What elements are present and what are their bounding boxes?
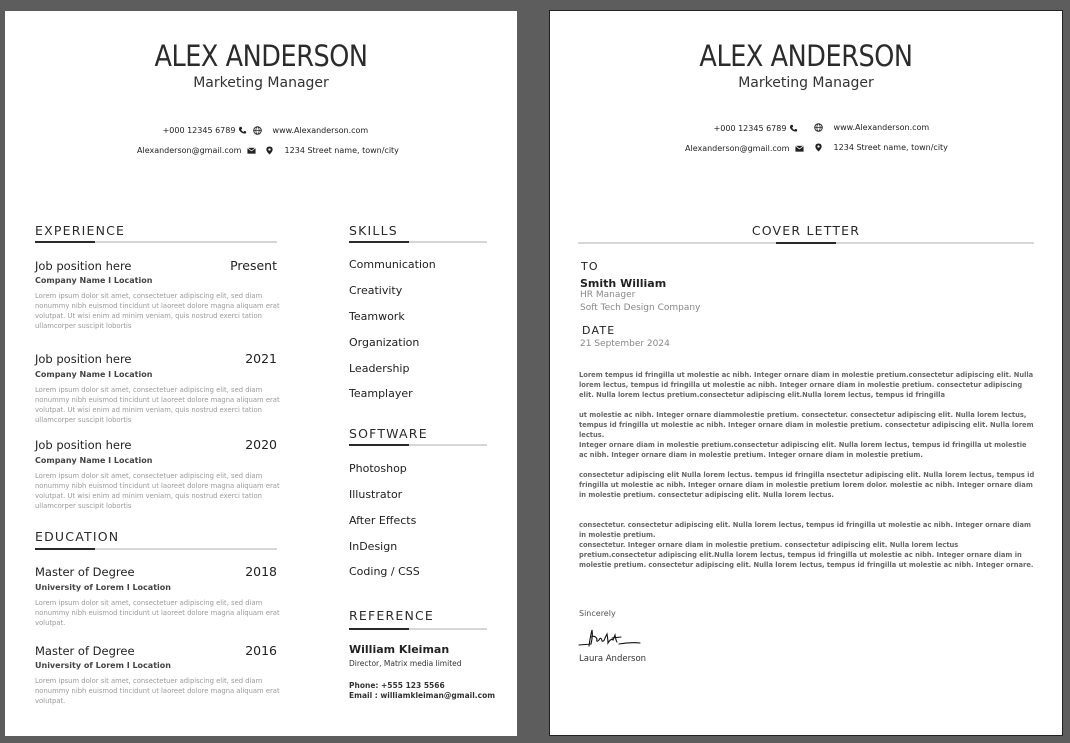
cover-letter-page: [549, 10, 1063, 736]
job-position: Job position here: [35, 259, 132, 273]
education-heading: EDUCATION: [35, 529, 120, 544]
signature-image: [577, 626, 643, 650]
globe-icon: [814, 123, 823, 132]
letter-paragraph: Integer ornare diam in molestie pretium.consectetur adipiscing elit. Nulla lorem lectus, tempus id fringilla ut molestie ac nibh. Integer ornare diam in molestie pretium. Integer ornare diam in molestie pretium.: [579, 441, 1027, 459]
email-contact: [685, 144, 804, 153]
cover-letter-heading: COVER LETTER: [751, 223, 861, 238]
address-contact: [814, 143, 948, 152]
phone-contact: [714, 124, 798, 133]
job-year: 2021: [245, 351, 277, 366]
job-company: Company Name I Location: [35, 370, 153, 379]
skill-item: Creativity: [349, 284, 403, 297]
letter-paragraph: consectetur. consectetur adipiscing elit. Nulla lorem lectus, tempus id fringilla ut molestie ac nibh. Integer ornare diam in molestie pretium.: [579, 521, 1032, 539]
cover-name: ALEX ANDERSON: [699, 39, 913, 73]
job-description: Lorem ipsum dolor sit amet, consectetuer adipiscing elit, sed diam nonummy nibh euismod tincidunt ut laoreet dolore magna aliquam erat volutpat. Ut wisi enim ad minim veniam, quis nostrud exerci tation ullamcorper suscipit lobortis: [35, 386, 280, 424]
letter-paragraph: consectetur. Integer ornare diam in molestie pretium. consectetur adipiscing elit. Nulla lorem lectus pretium.consectetur adipiscing elit.Nulla lorem lectus, tempus id fringilla ut molestie ac nibh. Integer ornare diam in molestie pretium. consectetur adipiscing elit. Nulla lorem lectus, tempus id fringilla ut molestie ac nibh. Integer ornare.: [579, 541, 1034, 569]
address-text: 1234 Street name, town/city: [833, 143, 948, 152]
phone-icon: [789, 124, 798, 133]
phone-contact: [163, 126, 247, 135]
skill-item: Communication: [349, 258, 436, 271]
degree-year: 2018: [245, 564, 277, 579]
degree-school: University of Lorem I Location: [35, 583, 171, 592]
resume-role: Marketing Manager: [193, 75, 329, 91]
to-label: TO: [581, 260, 599, 273]
job-year: 2020: [245, 437, 277, 452]
reference-role: Director, Matrix media limited: [349, 659, 462, 668]
skill-item: Leadership: [349, 362, 410, 375]
date-label: DATE: [582, 324, 616, 337]
job-company: Company Name I Location: [35, 276, 153, 285]
software-item: After Effects: [349, 514, 417, 527]
letter-paragraph: Lorem tempus id fringilla ut molestie ac nibh. Integer ornare diam in molestie pretium.consectetur adipiscing elit. Nulla lorem lectus, tempus id fringilla ut molestie ac nibh. Integer ornare diam in molestie pretium. consectetur adipiscing elit. Nulla lorem lectus pretium.consectetur adipiscing elit.Nulla lorem lectus, tempus id fringilla: [579, 371, 1034, 399]
letter-paragraph: ut molestie ac nibh. Integer ornare diammolestie pretium. consectetur. consectetur adipiscing elit. Nulla lorem lectus, tempus id fringilla ut molestie ac nibh. Integer ornare diam in molestie pretium. consectetur adipiscing elit. Nulla lorem lectus.: [579, 411, 1034, 439]
software-item: Illustrator: [349, 488, 403, 501]
phone-text: +000 12345 6789: [162, 126, 236, 135]
degree-description: Lorem ipsum dolor sit amet, consectetuer adipiscing elit, sed diam nonummy nibh euismod tincidunt ut laoreet dolore magna aliquam erat volutpat.: [35, 599, 280, 627]
software-heading: SOFTWARE: [349, 426, 428, 441]
experience-heading: EXPERIENCE: [35, 223, 126, 238]
reference-name: William Kleiman: [349, 643, 450, 656]
recipient-name: Smith William: [580, 277, 667, 290]
email-text: Alexanderson@gmail.com: [137, 146, 242, 155]
skills-heading: SKILLS: [349, 223, 398, 238]
website-contact: [814, 123, 929, 132]
skill-item: Teamwork: [349, 310, 405, 323]
resume-page: [5, 11, 517, 736]
degree-school: University of Lorem I Location: [35, 661, 171, 670]
job-description: Lorem ipsum dolor sit amet, consectetuer adipiscing elit, sed diam nonummy nibh euismod tincidunt ut laoreet dolore magna aliquam erat volutpat. Ut wisi enim ad minim veniam, quis nostrud exerci tation ullamcorper suscipit lobortis: [35, 292, 280, 330]
location-pin-icon: [265, 146, 274, 155]
job-description: Lorem ipsum dolor sit amet, consectetuer adipiscing elit, sed diam nonummy nibh euismod tincidunt ut laoreet dolore magna aliquam erat volutpat. Ut wisi enim ad minim veniam, quis nostrud exerci tation ullamcorper suscipit lobortis: [35, 472, 280, 510]
software-item: InDesign: [349, 540, 398, 553]
website-contact: [253, 126, 368, 135]
globe-icon: [253, 126, 262, 135]
recipient-company: Soft Tech Design Company: [580, 303, 701, 313]
education-divider: [35, 548, 277, 550]
closing-text: Sincerely: [579, 609, 616, 618]
skill-item: Organization: [349, 336, 420, 349]
address-text: 1234 Street name, town/city: [284, 146, 399, 155]
address-contact: [265, 146, 399, 155]
skill-item: Teamplayer: [349, 387, 413, 400]
recipient-role: HR Manager: [580, 290, 636, 300]
experience-divider: [35, 241, 277, 243]
reference-divider: [349, 628, 487, 630]
cover-role: Marketing Manager: [738, 75, 874, 91]
job-position: Job position here: [35, 438, 132, 452]
software-item: Photoshop: [349, 462, 407, 475]
resume-name: ALEX ANDERSON: [154, 39, 368, 73]
cover-letter-divider: [578, 242, 1034, 244]
email-text: Alexanderson@gmail.com: [685, 144, 790, 153]
letter-paragraph: consectetur adipiscing elit Nulla lorem lectus. tempus id fringilla nsectetur adipiscing elit. Nulla lorem lectus, tempus id fringilla ut molestie ac nibh. Integer ornare diam in molestie pretium lorem dolor. molestie ac nibh. Integer ornare diam in molestie pretium. consectetur adipiscing elit. Nulla lorem lectus.: [579, 471, 1035, 499]
location-pin-icon: [814, 143, 823, 152]
degree-title: Master of Degree: [35, 565, 135, 579]
signer-name: Laura Anderson: [579, 654, 647, 664]
degree-title: Master of Degree: [35, 644, 135, 658]
job-year: Present: [230, 258, 277, 273]
job-position: Job position here: [35, 352, 132, 366]
website-text: www.Alexanderson.com: [272, 126, 369, 135]
email-contact: [137, 146, 256, 155]
software-item: Coding / CSS: [349, 565, 420, 578]
reference-phone: Phone: +555 123 5566: [349, 681, 445, 690]
phone-text: +000 12345 6789: [713, 124, 787, 133]
skills-divider: [349, 241, 487, 243]
reference-heading: REFERENCE: [349, 608, 435, 623]
degree-description: Lorem ipsum dolor sit amet, consectetuer adipiscing elit, sed diam nonummy nibh euismod tincidunt ut laoreet dolore magna aliquam erat volutpat.: [35, 677, 280, 705]
job-company: Company Name I Location: [35, 456, 153, 465]
reference-email: Email : williamkleiman@gmail.com: [349, 691, 496, 700]
mail-icon: [795, 144, 804, 153]
software-divider: [349, 444, 487, 446]
degree-year: 2016: [245, 643, 277, 658]
mail-icon: [247, 146, 256, 155]
website-text: www.Alexanderson.com: [833, 123, 930, 132]
phone-icon: [238, 126, 247, 135]
letter-date: 21 September 2024: [580, 339, 670, 349]
